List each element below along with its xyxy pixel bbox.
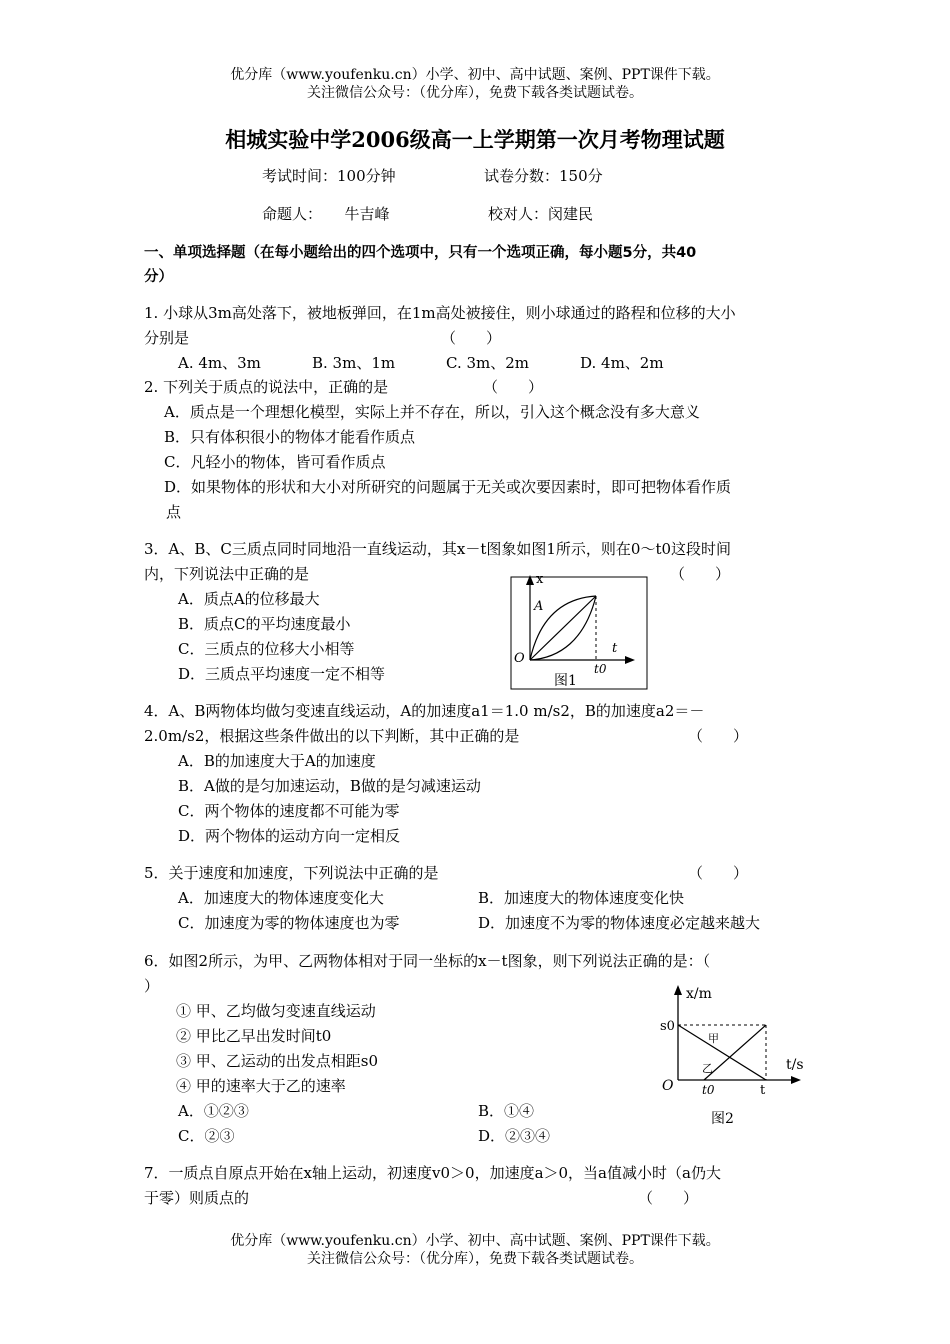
q3-answer-paren: （ ） xyxy=(670,565,731,583)
page-title: 相城实验中学2006级高一上学期第一次月考物理试题 xyxy=(225,127,725,152)
footer-line-2: 关注微信公众号：（优分库），免费下载各类试题试卷。 xyxy=(307,1251,643,1267)
exam-time: 考试时间：100分钟 xyxy=(262,167,396,185)
q7-stem-line2: 于零）则质点的 xyxy=(144,1189,250,1207)
q4-option-b: B．A做的是匀加速运动，B做的是匀减速运动 xyxy=(178,777,481,795)
exam-author: 命题人： 牛吉峰 xyxy=(262,205,390,223)
figure-2-y-label: x/m xyxy=(686,986,712,1002)
figure-1-x-arrow xyxy=(625,656,635,664)
q5-answer-paren: （ ） xyxy=(688,864,749,882)
figure-1-frame xyxy=(511,577,647,689)
q7-stem-line1: 7．一质点自原点开始在x轴上运动，初速度v0＞0，加速度a＞0，当a值减小时（a仍大 xyxy=(144,1164,721,1182)
q3-option-b: B．质点C的平均速度最小 xyxy=(178,615,351,633)
q6-statement-2: ② 甲比乙早出发时间t0 xyxy=(176,1027,332,1045)
q6-option-a: A．①②③ xyxy=(178,1102,249,1120)
figure-2-t0-label: t0 xyxy=(702,1083,715,1097)
q1-stem-line2: 分别是 xyxy=(144,329,190,347)
q2-option-c: C．凡轻小的物体，皆可看作质点 xyxy=(164,453,386,471)
q3-stem-line2: 内，下列说法中正确的是 xyxy=(144,565,310,583)
q4-stem-line1: 4．A、B两物体均做匀变速直线运动，A的加速度a1＝1.0 m/s2，B的加速度a2＝－ xyxy=(144,702,705,720)
q6-statement-3: ③ 甲、乙运动的出发点相距s0 xyxy=(176,1052,379,1070)
exam-reviewer: 校对人：闵建民 xyxy=(488,205,594,223)
figure-2-yi-label: 乙 xyxy=(702,1062,713,1075)
q1-option-b: B. 3m、1m xyxy=(312,354,396,372)
q1-answer-paren: （ ） xyxy=(441,329,502,347)
footer-line-1: 优分库（www.youfenku.cn）小学、初中、高中试题、案例、PPT课件下载。 xyxy=(230,1233,720,1249)
q2-stem: 2. 下列关于质点的说法中，正确的是 xyxy=(144,378,389,396)
q4-option-c: C．两个物体的速度都不可能为零 xyxy=(178,802,400,820)
q4-answer-paren: （ ） xyxy=(688,727,749,745)
section-heading: 一、单项选择题（在每小题给出的四个选项中，只有一个选项正确，每小题5分，共40 xyxy=(144,245,697,261)
figure-2-origin: O xyxy=(662,1078,674,1094)
section-heading-cont: 分） xyxy=(144,269,173,285)
q1-stem-line1: 1. 小球从3m高处落下，被地板弹回，在1m高处被接住，则小球通过的路程和位移的大小 xyxy=(144,304,736,322)
figure-2-caption: 图2 xyxy=(711,1111,734,1127)
q6-statement-4: ④ 甲的速率大于乙的速率 xyxy=(176,1077,346,1095)
figure-2-y-arrow xyxy=(674,985,682,995)
figure-2-jia-label: 甲 xyxy=(708,1032,719,1045)
q4-option-a: A．B的加速度大于A的加速度 xyxy=(178,752,376,770)
q2-answer-paren: （ ） xyxy=(483,378,544,396)
q3-option-a: A．质点A的位移最大 xyxy=(178,590,320,608)
q2-option-a: A．质点是一个理想化模型，实际上并不存在，所以，引入这个概念没有多大意义 xyxy=(164,403,700,421)
q2-option-b: B．只有体积很小的物体才能看作质点 xyxy=(164,428,416,446)
q3-stem-line1: 3．A、B、C三质点同时同地沿一直线运动，其x－t图象如图1所示，则在0～t0这段时间 xyxy=(144,540,732,558)
figure-1-x-label: t xyxy=(612,641,618,656)
q6-option-c: C．②③ xyxy=(178,1127,235,1145)
figure-2 xyxy=(656,980,808,1130)
figure-2-x-label: t/s xyxy=(786,1057,804,1073)
q5-option-a: A．加速度大的物体速度变化大 xyxy=(178,889,384,907)
figure-2-x-arrow xyxy=(791,1076,801,1084)
figure-1-y-label: x xyxy=(536,572,544,587)
figure-1-curve-label: A xyxy=(534,599,544,614)
q6-option-b: B．①④ xyxy=(478,1102,535,1120)
figure-2-line-jia xyxy=(678,1025,766,1080)
header-line-2: 关注微信公众号：（优分库），免费下载各类试题试卷。 xyxy=(307,85,643,101)
q1-option-d: D. 4m、2m xyxy=(580,354,664,372)
q5-option-b: B．加速度大的物体速度变化快 xyxy=(478,889,685,907)
q2-option-d: D．如果物体的形状和大小对所研究的问题属于无关或次要因素时，即可把物体看作质 xyxy=(164,478,732,496)
q4-option-d: D．两个物体的运动方向一定相反 xyxy=(178,827,401,845)
exam-score: 试卷分数：150分 xyxy=(484,167,603,185)
q2-option-d-cont: 点 xyxy=(166,503,182,521)
figure-1 xyxy=(510,570,652,692)
q6-stem-line1: 6．如图2所示，为甲、乙两物体相对于同一坐标的x－t图象，则下列说法正确的是：（ xyxy=(144,952,711,970)
q1-option-a: A. 4m、3m xyxy=(178,354,261,372)
header-line-1: 优分库（www.youfenku.cn）小学、初中、高中试题、案例、PPT课件下载。 xyxy=(230,67,720,83)
q3-option-c: C．三质点的位移大小相等 xyxy=(178,640,355,658)
q6-stem-line2: ） xyxy=(144,977,160,995)
figure-1-origin: O xyxy=(514,651,525,666)
figure-1-caption: 图1 xyxy=(554,673,577,689)
q6-option-d: D．②③④ xyxy=(478,1127,551,1145)
figure-2-s0-label: s0 xyxy=(660,1019,675,1034)
q3-option-d: D．三质点平均速度一定不相等 xyxy=(178,665,386,683)
q4-stem-line2: 2.0m/s2，根据这些条件做出的以下判断，其中正确的是 xyxy=(144,727,520,745)
q5-option-d: D．加速度不为零的物体速度必定越来越大 xyxy=(478,914,761,932)
q1-option-c: C. 3m、2m xyxy=(446,354,530,372)
q7-answer-paren: （ ） xyxy=(638,1189,699,1207)
figure-1-tick-t0: t0 xyxy=(594,662,607,676)
q6-statement-1: ① 甲、乙均做匀变速直线运动 xyxy=(176,1002,376,1020)
figure-2-t-label: t xyxy=(760,1083,766,1098)
q5-stem: 5．关于速度和加速度，下列说法中正确的是 xyxy=(144,864,439,882)
q5-option-c: C．加速度为零的物体速度也为零 xyxy=(178,914,400,932)
